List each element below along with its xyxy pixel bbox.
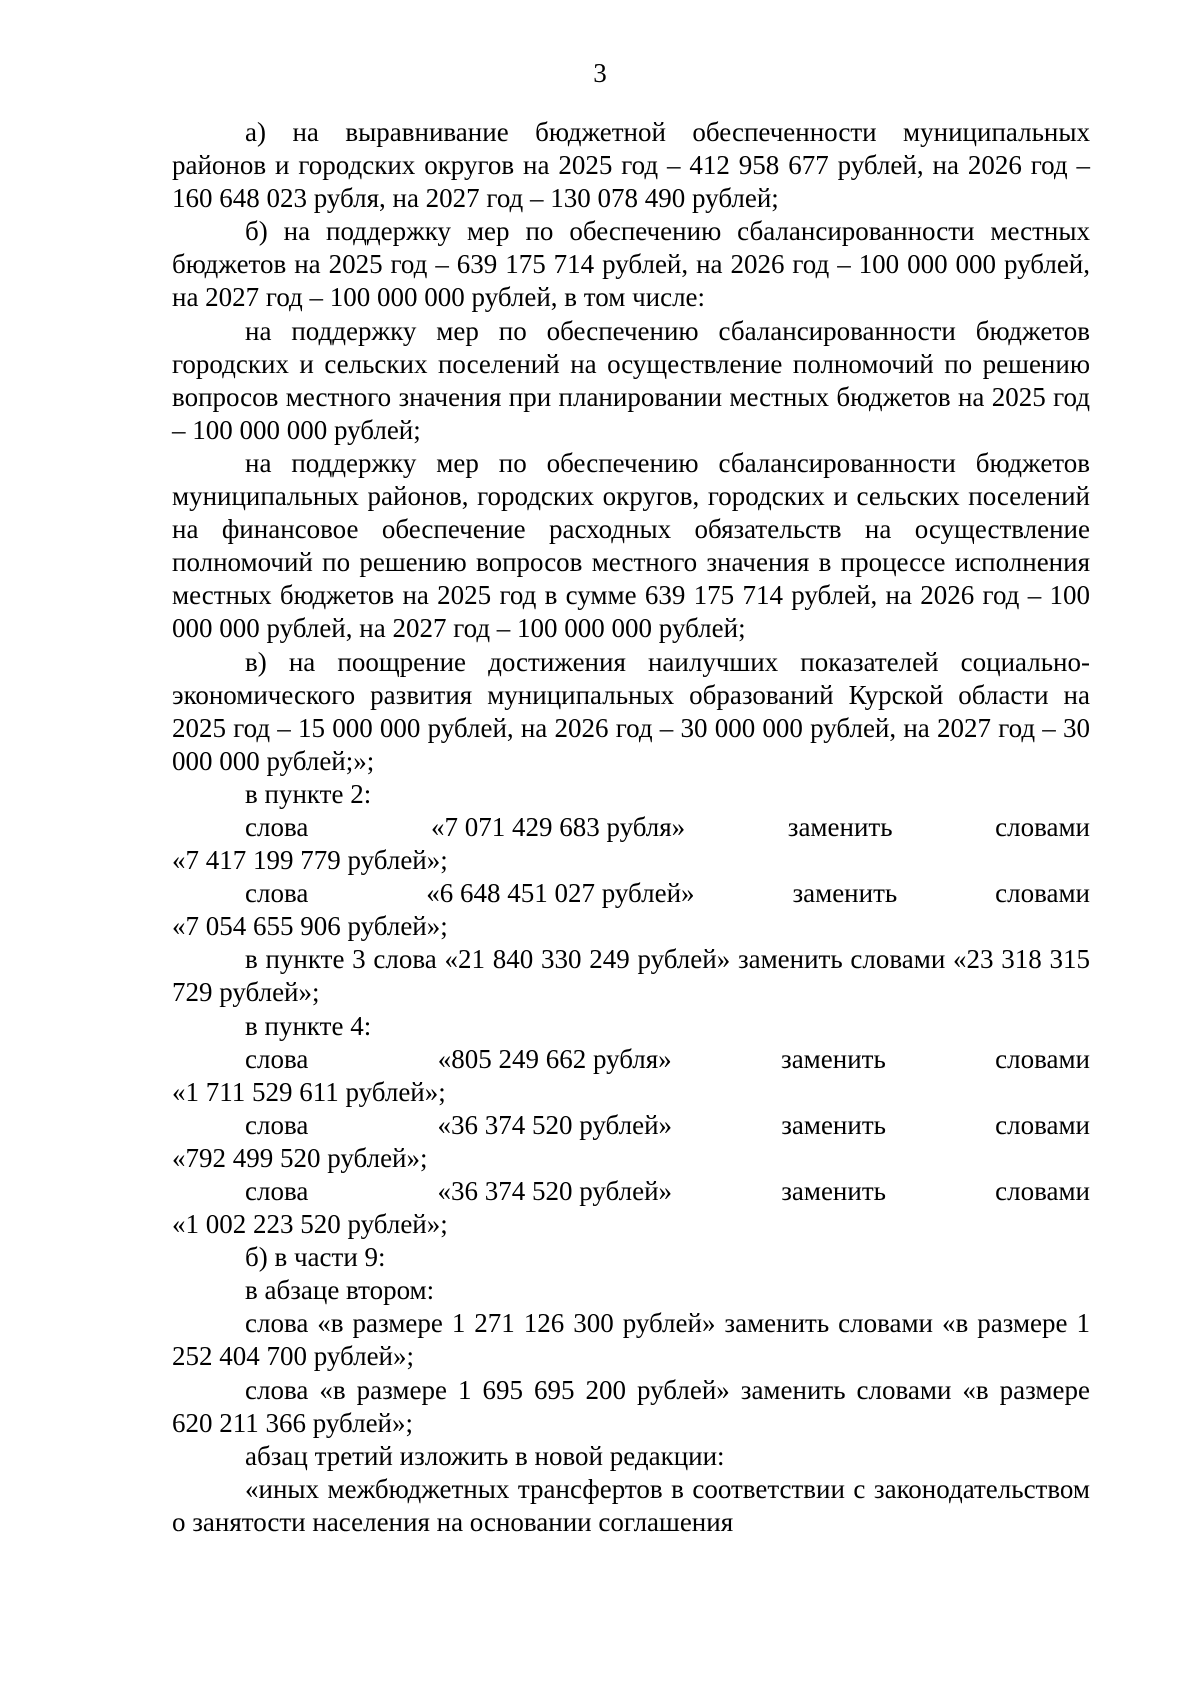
replacement-verb: заменить bbox=[781, 1043, 886, 1074]
paragraph-b: б) на поддержку мер по обеспечению сбалансированности местных бюджетов на 2025 год – 639 175 714 рублей, на 2026 год – 100 000 000 рублей, на 2027 год – 100 000 000 рублей, в том числе: bbox=[172, 216, 1090, 313]
replacement-with: словами bbox=[995, 1043, 1090, 1074]
replacement-old: «36 374 520 рублей» bbox=[437, 1109, 673, 1140]
replacement-verb: заменить bbox=[792, 878, 898, 909]
replacement-verb: заменить bbox=[781, 1109, 886, 1140]
replacement-new: «7 417 199 779 рублей»; bbox=[172, 845, 448, 876]
paragraph-2-line-1: слова «в размере 1 271 126 300 рублей» заменить словами «в размере 1 252 404 700 рублей»; bbox=[172, 1308, 1090, 1372]
replacement-word: слова bbox=[245, 878, 309, 909]
point-2-heading: в пункте 2: bbox=[245, 778, 372, 809]
replacement-new: «1 711 529 611 рублей»; bbox=[172, 1076, 446, 1107]
replacement-verb: заменить bbox=[787, 811, 893, 842]
paragraph-b-sub2: на поддержку мер по обеспечению сбалансированности бюджетов муниципальных районов, городских округов, городских и сельских поселений на финансовое обеспечение расходных обязательств на осуществление полномочий по решению вопросов местного значения в процессе исполнения местных бюджетов на 2025 год в сумме 639 175 714 рублей, на 2026 год – 100 000 000 рублей, на 2027 год – 100 000 000 рублей; bbox=[172, 447, 1090, 644]
replacement-row bbox=[172, 877, 1090, 910]
replacement-new: «7 054 655 906 рублей»; bbox=[172, 911, 448, 942]
replacement-new: «1 002 223 520 рублей»; bbox=[172, 1209, 448, 1240]
replacement-item bbox=[172, 1109, 1090, 1175]
point-3-line: в пункте 3 слова «21 840 330 249 рублей» заменить словами «23 318 315 729 рублей»; bbox=[172, 944, 1090, 1008]
paragraph-b-sub1: на поддержку мер по обеспечению сбалансированности бюджетов городских и сельских поселений на осуществление полномочий по решению вопросов местного значения при планировании местных бюджетов на 2025 год – 100 000 000 рублей; bbox=[172, 315, 1090, 445]
part-9-heading: б) в части 9: bbox=[245, 1242, 386, 1273]
replacement-old: «805 249 662 рубля» bbox=[437, 1043, 672, 1074]
paragraph-3-heading: абзац третий изложить в новой редакции: bbox=[245, 1440, 725, 1471]
paragraph-a: а) на выравнивание бюджетной обеспеченности муниципальных районов и городских округов на 2025 год – 412 958 677 рублей, на 2026 год – 160 648 023 рубля, на 2027 год – 130 078 490 рублей; bbox=[172, 117, 1090, 214]
replacement-item bbox=[172, 811, 1090, 877]
replacement-item bbox=[172, 1175, 1090, 1241]
paragraph-3-text: «иных межбюджетных трансфертов в соответствии с законодательством о занятости населения на основании соглашения bbox=[172, 1473, 1090, 1537]
replacement-with: словами bbox=[995, 878, 1090, 909]
replacement-old: «36 374 520 рублей» bbox=[437, 1176, 673, 1206]
replacement-new: «792 499 520 рублей»; bbox=[172, 1142, 428, 1173]
replacement-verb: заменить bbox=[781, 1176, 886, 1206]
document-body bbox=[172, 116, 1090, 1539]
paragraph-2-heading: в абзаце втором: bbox=[245, 1275, 435, 1306]
replacement-with: словами bbox=[995, 1109, 1090, 1140]
replacement-with: словами bbox=[995, 1176, 1090, 1206]
replacement-word: слова bbox=[245, 1176, 309, 1206]
replacement-row bbox=[172, 1175, 1090, 1208]
replacement-old: «7 071 429 683 рубля» bbox=[430, 811, 686, 842]
page-number: 3 bbox=[593, 58, 607, 88]
point-4-heading: в пункте 4: bbox=[245, 1010, 372, 1041]
replacement-row bbox=[172, 1043, 1090, 1076]
replacement-item bbox=[172, 877, 1090, 943]
replacement-word: слова bbox=[245, 811, 309, 842]
replacement-with: словами bbox=[995, 811, 1090, 842]
paragraph-v: в) на поощрение достижения наилучших показателей социально-экономического развития муниципальных образований Курской области на 2025 год – 15 000 000 рублей, на 2026 год – 30 000 000 рублей, на 2027 год – 30 000 000 рублей;»; bbox=[172, 646, 1090, 776]
paragraph-2-line-2: слова «в размере 1 695 695 200 рублей» заменить словами «в размере 620 211 366 рублей»; bbox=[172, 1374, 1090, 1438]
replacement-old: «6 648 451 027 рублей» bbox=[426, 878, 695, 909]
replacement-word: слова bbox=[245, 1043, 309, 1074]
replacement-row bbox=[172, 1109, 1090, 1142]
replacement-row bbox=[172, 811, 1090, 844]
replacement-item bbox=[172, 1043, 1090, 1109]
replacement-word: слова bbox=[245, 1109, 309, 1140]
